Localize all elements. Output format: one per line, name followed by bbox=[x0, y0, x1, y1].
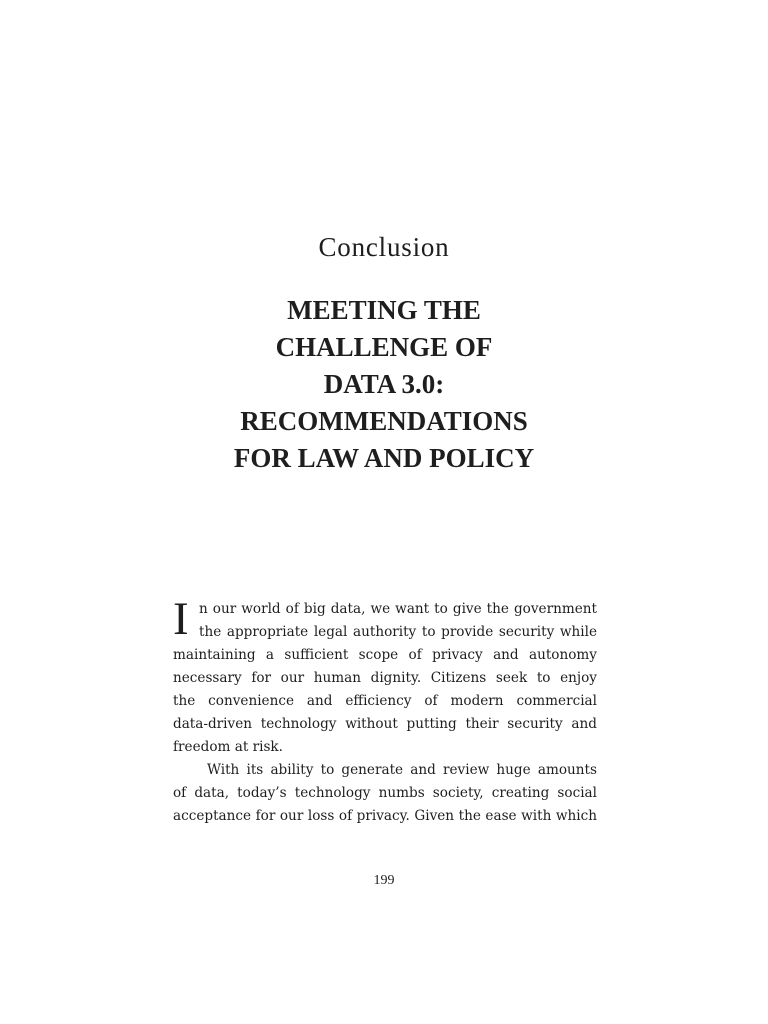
page-number: 199 bbox=[373, 873, 395, 888]
body-line: necessary for our human dignity. Citizens seek to enjoy bbox=[173, 670, 597, 686]
body-text bbox=[173, 593, 597, 828]
body-line: data-driven technology without putting their security and bbox=[173, 716, 597, 732]
body-line: the appropriate legal authority to provide security while bbox=[199, 624, 597, 640]
chapter-title-line: RECOMMENDATIONS bbox=[240, 406, 528, 436]
drop-cap: I bbox=[173, 593, 189, 645]
chapter-title-line: CHALLENGE OF bbox=[275, 332, 493, 362]
body-line: n our world of big data, we want to give the government bbox=[199, 601, 597, 617]
body-line: of data, today’s technology numbs society, creating social bbox=[173, 785, 597, 801]
chapter-title bbox=[0, 292, 768, 477]
chapter-title-line: DATA 3.0: bbox=[323, 369, 445, 399]
body-line: freedom at risk. bbox=[173, 739, 283, 755]
body-line: the convenience and efficiency of modern commercial bbox=[173, 693, 597, 709]
body-line: acceptance for our loss of privacy. Given the ease with which bbox=[173, 808, 597, 824]
body-line: maintaining a sufficient scope of privacy and autonomy bbox=[173, 647, 597, 663]
body-line: With its ability to generate and review huge amounts bbox=[207, 762, 597, 778]
chapter-title-line: FOR LAW AND POLICY bbox=[233, 443, 535, 473]
chapter-title-line: MEETING THE bbox=[287, 295, 481, 325]
chapter-label: Conclusion bbox=[318, 232, 450, 262]
